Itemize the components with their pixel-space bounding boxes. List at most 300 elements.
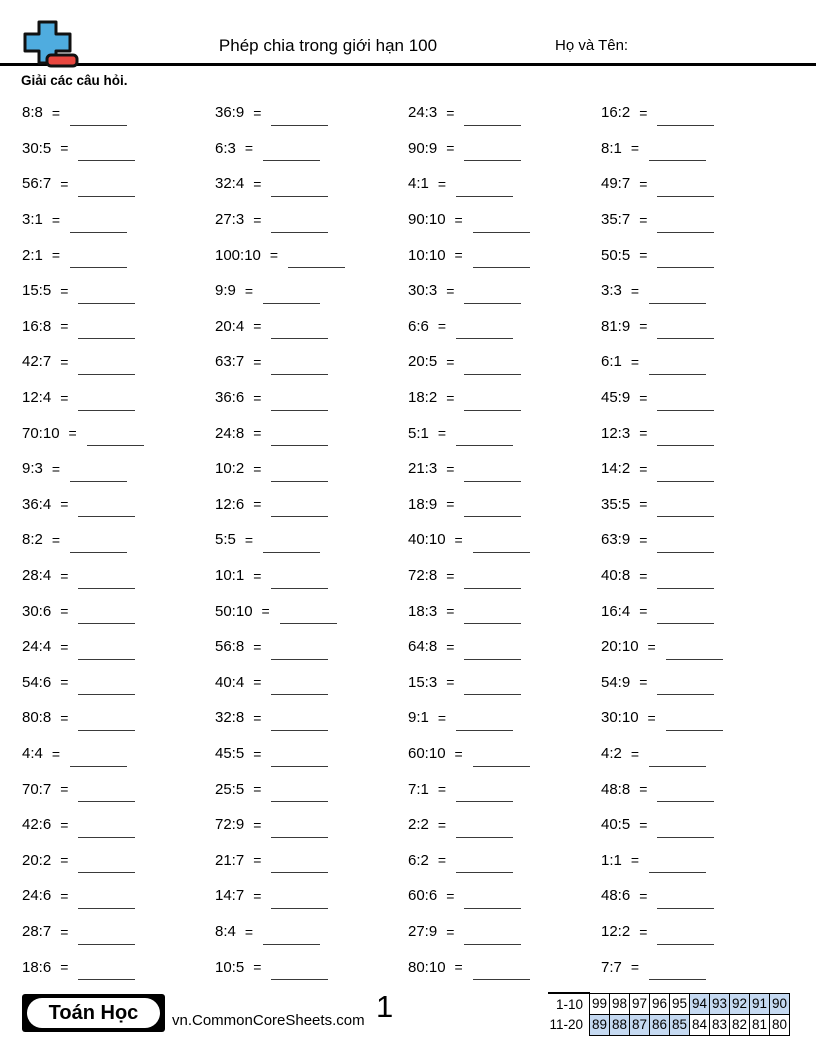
problem-item: [215, 131, 408, 167]
answer-blank[interactable]: [78, 893, 135, 909]
problem-item: [601, 665, 794, 701]
problem-expression: 45:9: [601, 389, 631, 407]
answer-blank[interactable]: [456, 786, 513, 802]
problem-item: [22, 558, 215, 594]
answer-blank[interactable]: [657, 466, 714, 482]
equals-sign: =: [446, 104, 455, 121]
problem-item: [408, 202, 601, 238]
problem-expression: 7:7: [601, 958, 622, 976]
website-link[interactable]: vn.CommonCoreSheets.com: [172, 1012, 365, 1029]
problem-item: [22, 949, 215, 985]
answer-blank[interactable]: [263, 537, 320, 553]
answer-blank[interactable]: [70, 217, 127, 233]
problem-item: [215, 166, 408, 202]
equals-sign: =: [454, 745, 463, 762]
problem-item: [408, 558, 601, 594]
equals-sign: =: [639, 531, 648, 548]
answer-blank[interactable]: [78, 323, 135, 339]
problem-expression: 60:10: [408, 745, 446, 763]
problem-expression: 18:3: [408, 602, 438, 620]
answer-blank[interactable]: [70, 751, 127, 767]
score-cell: 91: [750, 993, 770, 1014]
answer-blank[interactable]: [271, 395, 328, 411]
answer-blank[interactable]: [657, 893, 714, 909]
equals-sign: =: [253, 852, 262, 869]
problem-expression: 8:2: [22, 531, 43, 549]
problem-item: [215, 273, 408, 309]
problem-expression: 40:5: [601, 816, 631, 834]
problem-expression: 3:3: [601, 282, 622, 300]
answer-blank[interactable]: [464, 608, 521, 624]
answer-blank[interactable]: [657, 181, 714, 197]
problem-expression: 8:8: [22, 104, 43, 122]
answer-blank[interactable]: [271, 822, 328, 838]
answer-blank[interactable]: [464, 679, 521, 695]
problem-expression: 18:9: [408, 495, 438, 513]
problem-item: [408, 380, 601, 416]
answer-blank[interactable]: [473, 217, 530, 233]
answer-blank[interactable]: [456, 857, 513, 873]
equals-sign: =: [437, 425, 447, 442]
problem-item: [601, 344, 794, 380]
problem-expression: 18:2: [408, 389, 438, 407]
problem-expression: 63:7: [215, 353, 245, 371]
answer-blank[interactable]: [657, 822, 714, 838]
equals-sign: =: [437, 852, 447, 869]
equals-sign: =: [60, 175, 69, 192]
answer-blank[interactable]: [464, 573, 521, 589]
answer-blank[interactable]: [464, 466, 521, 482]
problem-expression: 14:7: [215, 887, 245, 905]
answer-blank[interactable]: [271, 715, 328, 731]
problem-item: [22, 843, 215, 879]
problem-item: [22, 771, 215, 807]
problem-expression: 48:6: [601, 887, 631, 905]
answer-blank[interactable]: [657, 929, 714, 945]
problem-item: [408, 131, 601, 167]
problem-expression: 15:5: [22, 282, 52, 300]
problem-expression: 16:2: [601, 104, 631, 122]
answer-blank[interactable]: [271, 466, 328, 482]
equals-sign: =: [446, 603, 455, 620]
problem-item: [408, 771, 601, 807]
answer-blank[interactable]: [649, 288, 706, 304]
footer: [0, 985, 816, 1056]
problem-expression: 24:4: [22, 638, 52, 656]
answer-blank[interactable]: [657, 323, 714, 339]
problem-item: [22, 878, 215, 914]
math-logo: [20, 10, 90, 70]
equals-sign: =: [253, 389, 262, 406]
answer-blank[interactable]: [649, 359, 706, 375]
equals-sign: =: [647, 709, 656, 726]
equals-sign: =: [639, 567, 648, 584]
answer-blank[interactable]: [657, 430, 714, 446]
answer-blank[interactable]: [456, 715, 513, 731]
answer-blank[interactable]: [78, 786, 135, 802]
answer-blank[interactable]: [271, 893, 328, 909]
equals-sign: =: [253, 781, 262, 798]
answer-blank[interactable]: [657, 110, 714, 126]
equals-sign: =: [639, 247, 648, 264]
problem-expression: 63:9: [601, 531, 631, 549]
problem-item: [22, 131, 215, 167]
answer-blank[interactable]: [288, 252, 345, 268]
score-cell: 86: [650, 1014, 670, 1035]
answer-blank[interactable]: [473, 537, 530, 553]
answer-blank[interactable]: [657, 608, 714, 624]
problem-expression: 20:10: [601, 638, 639, 656]
equals-sign: =: [60, 781, 69, 798]
problem-expression: 40:8: [601, 567, 631, 585]
equals-sign: =: [244, 531, 254, 548]
problem-item: [215, 771, 408, 807]
answer-blank[interactable]: [657, 679, 714, 695]
problem-expression: 90:10: [408, 211, 446, 229]
answer-blank[interactable]: [657, 786, 714, 802]
equals-sign: =: [253, 460, 262, 477]
answer-blank[interactable]: [464, 145, 521, 161]
answer-blank[interactable]: [271, 501, 328, 517]
answer-blank[interactable]: [78, 857, 135, 873]
problem-item: [601, 309, 794, 345]
answer-blank[interactable]: [78, 822, 135, 838]
problem-item: [601, 807, 794, 843]
equals-sign: =: [437, 318, 447, 335]
problem-item: [408, 736, 601, 772]
problem-item: [601, 771, 794, 807]
problem-item: [215, 593, 408, 629]
equals-sign: =: [253, 816, 262, 833]
equals-sign: =: [253, 887, 262, 904]
problem-item: [215, 237, 408, 273]
name-label: Họ và Tên:: [555, 37, 629, 54]
problem-expression: 70:7: [22, 780, 52, 798]
answer-blank[interactable]: [464, 501, 521, 517]
answer-blank[interactable]: [271, 786, 328, 802]
problem-item: [22, 344, 215, 380]
problem-item: [408, 914, 601, 950]
equals-sign: =: [253, 175, 262, 192]
equals-sign: =: [60, 674, 69, 691]
answer-blank[interactable]: [280, 608, 337, 624]
answer-blank[interactable]: [271, 217, 328, 233]
answer-blank[interactable]: [666, 715, 723, 731]
equals-sign: =: [446, 638, 455, 655]
score-row: [548, 993, 790, 1014]
answer-blank[interactable]: [263, 288, 320, 304]
problem-expression: 40:4: [215, 673, 245, 691]
problem-expression: 9:1: [408, 709, 429, 727]
answer-blank[interactable]: [456, 323, 513, 339]
answer-blank[interactable]: [649, 857, 706, 873]
equals-sign: =: [60, 852, 69, 869]
equals-sign: =: [60, 318, 69, 335]
problem-item: [601, 415, 794, 451]
answer-blank[interactable]: [78, 181, 135, 197]
problem-expression: 50:10: [215, 602, 253, 620]
problem-expression: 4:4: [22, 745, 43, 763]
problem-item: [408, 309, 601, 345]
equals-sign: =: [639, 211, 648, 228]
answer-blank[interactable]: [464, 893, 521, 909]
answer-blank[interactable]: [666, 644, 723, 660]
equals-sign: =: [60, 887, 69, 904]
score-cell: 92: [730, 993, 750, 1014]
answer-blank[interactable]: [70, 466, 127, 482]
score-cell: 87: [630, 1014, 650, 1035]
answer-blank[interactable]: [649, 751, 706, 767]
answer-blank[interactable]: [271, 644, 328, 660]
equals-sign: =: [639, 460, 648, 477]
problem-expression: 15:3: [408, 673, 438, 691]
answer-blank[interactable]: [271, 359, 328, 375]
equals-sign: =: [253, 104, 262, 121]
equals-sign: =: [639, 887, 648, 904]
problem-item: [22, 95, 215, 131]
problem-expression: 64:8: [408, 638, 438, 656]
equals-sign: =: [253, 959, 262, 976]
problem-expression: 10:2: [215, 460, 245, 478]
equals-sign: =: [446, 923, 455, 940]
problem-expression: 24:3: [408, 104, 438, 122]
answer-blank[interactable]: [473, 252, 530, 268]
answer-blank[interactable]: [657, 217, 714, 233]
problem-expression: 54:9: [601, 673, 631, 691]
answer-blank[interactable]: [271, 110, 328, 126]
problem-item: [408, 629, 601, 665]
answer-blank[interactable]: [78, 145, 135, 161]
problem-expression: 12:2: [601, 923, 631, 941]
answer-blank[interactable]: [657, 252, 714, 268]
problem-expression: 27:3: [215, 211, 245, 229]
equals-sign: =: [437, 175, 447, 192]
equals-sign: =: [639, 175, 648, 192]
equals-sign: =: [446, 674, 455, 691]
problem-item: [601, 202, 794, 238]
equals-sign: =: [253, 353, 262, 370]
answer-blank[interactable]: [70, 252, 127, 268]
answer-blank[interactable]: [78, 929, 135, 945]
problem-expression: 12:4: [22, 389, 52, 407]
score-cell: 95: [670, 993, 690, 1014]
problem-expression: 21:3: [408, 460, 438, 478]
answer-blank[interactable]: [456, 822, 513, 838]
equals-sign: =: [639, 781, 648, 798]
problem-item: [408, 522, 601, 558]
answer-blank[interactable]: [78, 501, 135, 517]
problem-expression: 42:7: [22, 353, 52, 371]
problem-item: [22, 807, 215, 843]
answer-blank[interactable]: [464, 110, 521, 126]
answer-blank[interactable]: [456, 430, 513, 446]
equals-sign: =: [630, 353, 640, 370]
score-cell: 99: [590, 993, 610, 1014]
problem-item: [22, 593, 215, 629]
equals-sign: =: [51, 211, 61, 228]
answer-blank[interactable]: [271, 181, 328, 197]
equals-sign: =: [60, 959, 69, 976]
problem-expression: 30:6: [22, 602, 52, 620]
answer-blank[interactable]: [657, 501, 714, 517]
equals-sign: =: [253, 496, 262, 513]
problem-item: [215, 629, 408, 665]
problem-item: [215, 451, 408, 487]
score-range-label: 11-20: [549, 1017, 583, 1032]
equals-sign: =: [446, 353, 455, 370]
problem-item: [601, 451, 794, 487]
instructions: Giải các câu hỏi.: [21, 73, 128, 88]
problem-item: [408, 95, 601, 131]
answer-blank[interactable]: [263, 929, 320, 945]
equals-sign: =: [630, 745, 640, 762]
problem-expression: 24:8: [215, 424, 245, 442]
answer-blank[interactable]: [271, 964, 328, 980]
score-cell: 85: [670, 1014, 690, 1035]
answer-blank[interactable]: [657, 573, 714, 589]
answer-blank[interactable]: [271, 573, 328, 589]
answer-blank[interactable]: [271, 679, 328, 695]
problem-item: [601, 380, 794, 416]
problem-expression: 30:10: [601, 709, 639, 727]
answer-blank[interactable]: [78, 395, 135, 411]
problem-item: [408, 843, 601, 879]
problem-item: [601, 95, 794, 131]
equals-sign: =: [60, 603, 69, 620]
problem-item: [22, 914, 215, 950]
problem-expression: 30:3: [408, 282, 438, 300]
equals-sign: =: [51, 531, 61, 548]
problem-item: [601, 558, 794, 594]
problem-expression: 2:1: [22, 246, 43, 264]
problem-expression: 7:1: [408, 780, 429, 798]
problem-expression: 24:6: [22, 887, 52, 905]
problem-expression: 4:2: [601, 745, 622, 763]
answer-blank[interactable]: [464, 288, 521, 304]
problem-expression: 30:5: [22, 139, 52, 157]
equals-sign: =: [446, 389, 455, 406]
problem-item: [215, 487, 408, 523]
problem-expression: 54:6: [22, 673, 52, 691]
equals-sign: =: [639, 389, 648, 406]
answer-blank[interactable]: [78, 608, 135, 624]
answer-blank[interactable]: [649, 145, 706, 161]
problem-expression: 12:6: [215, 495, 245, 513]
answer-blank[interactable]: [87, 430, 144, 446]
problem-item: [408, 487, 601, 523]
problem-expression: 40:10: [408, 531, 446, 549]
score-table: [548, 992, 791, 1036]
problem-item: [408, 451, 601, 487]
answer-blank[interactable]: [464, 395, 521, 411]
answer-blank[interactable]: [473, 751, 530, 767]
equals-sign: =: [639, 425, 648, 442]
equals-sign: =: [647, 638, 656, 655]
equals-sign: =: [244, 923, 254, 940]
problem-expression: 20:4: [215, 317, 245, 335]
equals-sign: =: [60, 638, 69, 655]
problem-expression: 10:1: [215, 567, 245, 585]
equals-sign: =: [244, 140, 254, 157]
answer-blank[interactable]: [473, 964, 530, 980]
answer-blank[interactable]: [78, 679, 135, 695]
problem-expression: 35:5: [601, 495, 631, 513]
equals-sign: =: [60, 567, 69, 584]
problem-item: [601, 166, 794, 202]
problem-item: [601, 273, 794, 309]
problem-item: [601, 878, 794, 914]
problem-item: [408, 273, 601, 309]
problem-item: [215, 202, 408, 238]
answer-blank[interactable]: [78, 715, 135, 731]
equals-sign: =: [446, 460, 455, 477]
problem-expression: 20:2: [22, 851, 52, 869]
equals-sign: =: [630, 959, 640, 976]
problem-item: [408, 415, 601, 451]
equals-sign: =: [60, 282, 69, 299]
answer-blank[interactable]: [456, 181, 513, 197]
answer-blank[interactable]: [78, 573, 135, 589]
answer-blank[interactable]: [78, 288, 135, 304]
problem-item: [408, 700, 601, 736]
problem-item: [215, 522, 408, 558]
problem-expression: 56:8: [215, 638, 245, 656]
answer-blank[interactable]: [70, 537, 127, 553]
answer-blank[interactable]: [464, 644, 521, 660]
problem-expression: 70:10: [22, 424, 60, 442]
score-cell: 90: [770, 993, 790, 1014]
equals-sign: =: [60, 140, 69, 157]
minus-icon: [47, 55, 77, 66]
equals-sign: =: [639, 674, 648, 691]
score-cell: 96: [650, 993, 670, 1014]
equals-sign: =: [639, 318, 648, 335]
equals-sign: =: [437, 709, 447, 726]
equals-sign: =: [446, 282, 455, 299]
answer-blank[interactable]: [464, 359, 521, 375]
answer-blank[interactable]: [78, 359, 135, 375]
problem-item: [601, 914, 794, 950]
problem-expression: 60:6: [408, 887, 438, 905]
answer-blank[interactable]: [70, 110, 127, 126]
answer-blank[interactable]: [657, 395, 714, 411]
problem-item: [408, 878, 601, 914]
equals-sign: =: [446, 567, 455, 584]
answer-blank[interactable]: [78, 964, 135, 980]
score-row: [548, 1014, 790, 1035]
problem-item: [408, 593, 601, 629]
answer-blank[interactable]: [464, 929, 521, 945]
answer-blank[interactable]: [271, 751, 328, 767]
answer-blank[interactable]: [649, 964, 706, 980]
answer-blank[interactable]: [271, 857, 328, 873]
problem-expression: 2:2: [408, 816, 429, 834]
equals-sign: =: [437, 816, 447, 833]
answer-blank[interactable]: [271, 430, 328, 446]
problem-expression: 25:5: [215, 780, 245, 798]
problem-expression: 6:3: [215, 139, 236, 157]
problem-expression: 56:7: [22, 175, 52, 193]
answer-blank[interactable]: [263, 145, 320, 161]
problem-item: [22, 415, 215, 451]
equals-sign: =: [60, 496, 69, 513]
problem-expression: 50:5: [601, 246, 631, 264]
answer-blank[interactable]: [78, 644, 135, 660]
answer-blank[interactable]: [657, 537, 714, 553]
score-cell: 83: [710, 1014, 730, 1035]
answer-blank[interactable]: [271, 323, 328, 339]
problem-expression: 8:1: [601, 139, 622, 157]
